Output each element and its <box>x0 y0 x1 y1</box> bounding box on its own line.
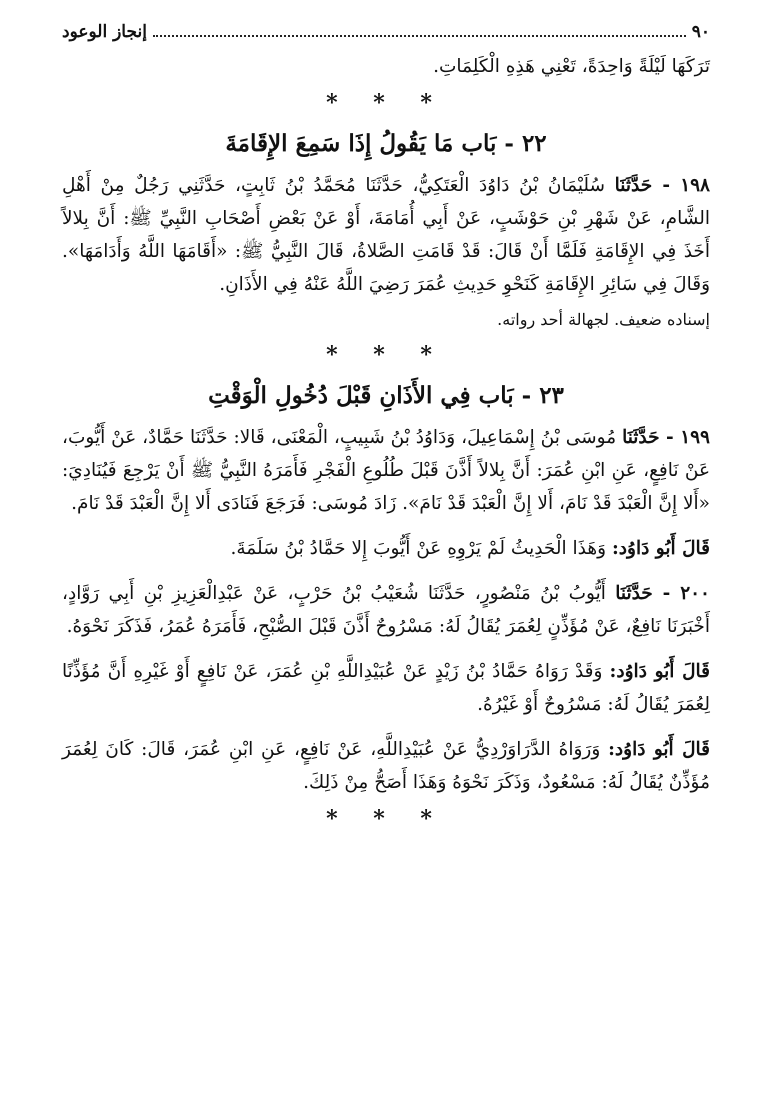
hadith-199-text: مُوسَى بْنُ إِسْمَاعِيلَ، وَدَاوُدُ بْنُ شَبِيبٍ، الْمَعْنَى، قَالا: حَدَّثَنَا حَمَّادٌ، عَنْ أَيُّوبَ، عَنْ نَافِعٍ، عَنِ ابْنِ عُمَرَ: أَنَّ بِلالاً أَذَّنَ قَبْلَ طُلُوعِ الْفَجْرِ فَأَمَرَهُ النَّبِيُّ ﷺ أَنْ يَرْجِعَ فَيُنَادِيَ: «أَلا إِنَّ الْعَبْدَ قَدْ نَامَ، أَلا إِنَّ الْعَبْدَ قَدْ نَامَ». زَادَ مُوسَى: فَرَجَعَ فَنَادَى أَلا إِنَّ الْعَبْدَ قَدْ نَامَ. <box>62 427 710 514</box>
spacer <box>62 721 710 733</box>
spacer <box>62 520 710 532</box>
header-dotted-rule <box>153 35 686 37</box>
note-1-text: وَهَذَا الْحَدِيثُ لَمْ يَرْوِهِ عَنْ أَيُّوبَ إِلا حَمَّادُ بْنُ سَلَمَةَ. <box>230 538 612 559</box>
spacer <box>62 643 710 655</box>
note-3-text: وَرَوَاهُ الدَّرَاوَرْدِيُّ عَنْ عُبَيْدِاللَّهِ، عَنْ نَافِعٍ، عَنِ ابْنِ عُمَرَ، قَالَ: كَانَ لِعُمَرَ مُؤَذِّنٌ يُقَالُ لَهُ: مَسْعُودٌ، وَذَكَرَ نَحْوَهُ وَهَذَا أَصَحُّ مِنْ ذَلِكَ. <box>62 739 710 793</box>
hadith-200 <box>62 577 710 643</box>
section-separator: * * * <box>326 806 446 832</box>
abu-dawud-note-2 <box>62 655 710 721</box>
page-number: ٩٠ <box>691 22 710 42</box>
hadith-199-lead: ١٩٩ - حَدَّثَنَا <box>622 427 710 448</box>
spacer <box>62 565 710 577</box>
hadith-200-lead: ٢٠٠ - حَدَّثَنَا <box>615 583 710 604</box>
intro-text: تَرَكَهَا لَيْلَةً وَاحِدَةً، تَعْنِي هَذِهِ الْكَلِمَاتِ. <box>433 56 710 77</box>
hadith-200-text: أَيُّوبُ بْنُ مَنْصُورٍ، حَدَّثَنَا شُعَيْبُ بْنُ حَرْبٍ، عَنْ عَبْدِالْعَزِيزِ بْنِ أَبِي رَوَّادٍ، أَخْبَرَنَا نَافِعٌ، عَنْ مُؤَذِّنٍ لِعُمَرَ يُقَالُ لَهُ: مَسْرُوحٌ أَذَّنَ قَبْلَ الصُّبْحِ، فَأَمَرَهُ عُمَرُ، فَذَكَرَ نَحْوَهُ. <box>62 583 710 637</box>
hadith-198-lead: ١٩٨ - حَدَّثَنَا <box>614 175 710 196</box>
book-title: إنجاز الوعود <box>62 22 147 42</box>
page-header <box>62 22 710 50</box>
chapter-heading-23: ٢٣ - بَاب فِي الأَذَانِ قَبْلَ دُخُولِ الْوَقْتِ <box>208 382 564 409</box>
section-separator: * * * <box>326 90 446 116</box>
hadith-198-text: سُلَيْمَانُ بْنُ دَاوُدَ الْعَتَكِيُّ، حَدَّثَنَا مُحَمَّدُ بْنُ ثَابِتٍ، حَدَّثَنِي رَجُلٌ مِنْ أَهْلِ الشَّامِ، عَنْ شَهْرِ بْنِ حَوْشَبٍ، عَنْ أَبِي أُمَامَةَ، أَوْ عَنْ بَعْضِ أَصْحَابِ النَّبِيِّ ﷺ: أَنَّ بِلالاً أَخَذَ فِي الإِقَامَةِ فَلَمَّا أَنْ قَالَ: قَدْ قَامَتِ الصَّلاةُ، قَالَ النَّبِيُّ ﷺ: «أَقَامَهَا اللَّهُ وَأَدَامَهَا». وَقَالَ فِي سَائِرِ الإِقَامَةِ كَنَحْوِ حَدِيثِ عُمَرَ رَضِيَ اللَّهُ عَنْهُ فِي الأَذَانِ. <box>62 175 710 295</box>
book-page <box>62 22 710 839</box>
note-2-text: وَقَدْ رَوَاهُ حَمَّادُ بْنُ زَيْدٍ عَنْ عُبَيْدِاللَّهِ بْنِ عُمَرَ، عَنْ نَافِعٍ أَوْ غَيْرِهِ أَنَّ مُؤَذِّنًا لِعُمَرَ يُقَالُ لَهُ: مَسْرُوحٌ أَوْ غَيْرُهُ. <box>62 661 710 715</box>
isnad-grading: إسناده ضعيف. لجهالة أحد رواته. <box>497 310 710 329</box>
abu-dawud-note-3 <box>62 733 710 799</box>
note-1-lead: قَالَ أَبُو دَاوُد: <box>611 538 710 559</box>
abu-dawud-note-1 <box>62 532 710 565</box>
note-2-lead: قَالَ أَبُو دَاوُد: <box>609 661 710 682</box>
section-separator: * * * <box>326 342 446 368</box>
hadith-198 <box>62 169 710 301</box>
chapter-heading-22: ٢٢ - بَاب مَا يَقُولُ إِذَا سَمِعَ الإِقَامَةَ <box>225 130 547 157</box>
hadith-199 <box>62 421 710 520</box>
note-3-lead: قَالَ أَبُو دَاوُد: <box>608 739 711 760</box>
